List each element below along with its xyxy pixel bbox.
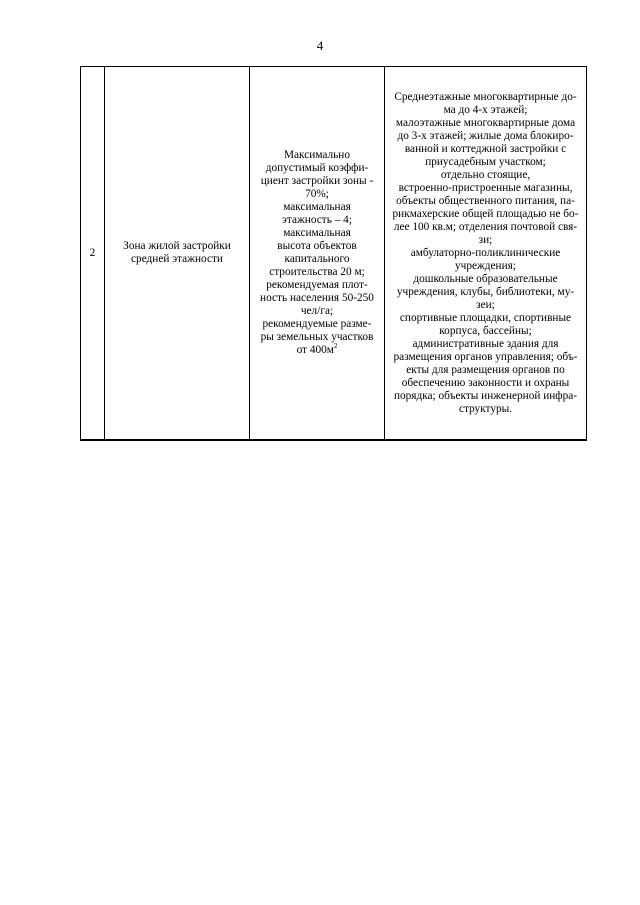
- permitted-use-line: объекты общественного питания, па-: [396, 194, 575, 207]
- permitted-use-line: ма до 4-х этажей;: [443, 103, 528, 116]
- parameter-line: максимальная: [283, 201, 351, 213]
- permitted-use-line: административные здания для: [412, 337, 559, 350]
- parameter-line: ность населения 50-250: [260, 292, 374, 304]
- parameter-line: высота объектов: [277, 240, 357, 252]
- permitted-use-line: зеи;: [476, 298, 495, 311]
- permitted-use-line: Среднеэтажные многоквартирные до-: [394, 90, 577, 103]
- page-number: 4: [316, 38, 324, 53]
- parameter-line: строительства 20 м;: [269, 266, 365, 278]
- permitted-uses-cell: [385, 67, 587, 441]
- permitted-use-line: до 3-х этажей; жилые дома блокиро-: [397, 129, 574, 142]
- permitted-use-line: амбулаторно-поликлинические: [410, 246, 561, 259]
- parameter-line: циент застройки зоны -: [260, 175, 374, 187]
- parameter-line: рекомендуемые разме-: [262, 318, 372, 330]
- permitted-use-line: встроенно-пристроенные магазины,: [398, 181, 573, 194]
- permitted-use-line: малоэтажные многоквартирные дома: [395, 116, 576, 129]
- permitted-use-line: порядка; объекты инженерной инфра-: [393, 389, 578, 402]
- row-number-cell: [81, 67, 105, 441]
- permitted-use-line: обеспечению законности и охраны: [401, 376, 570, 389]
- parameter-line: этажность – 4;: [282, 214, 352, 226]
- parameter-line: 70%;: [305, 188, 329, 200]
- row-number: 2: [89, 246, 96, 259]
- zone-parameters-cell: [250, 67, 385, 441]
- parameter-line: капитального: [284, 253, 350, 265]
- table-row: [81, 67, 587, 441]
- permitted-use-line: размещения органов управления; объ-: [393, 350, 578, 363]
- permitted-use-line: структуры.: [458, 402, 513, 415]
- zoning-table: [80, 66, 587, 441]
- zone-name-line: Зона жилой застройки: [123, 240, 231, 252]
- permitted-use-line: приусадебным участком;: [425, 155, 546, 168]
- permitted-use-line: отдельно стоящие,: [440, 168, 531, 181]
- permitted-use-line: лее 100 кв.м; отделения почтовой свя-: [393, 220, 578, 233]
- parameter-line: максимальная: [283, 227, 351, 239]
- permitted-use-line: екты для размещения органов по: [406, 363, 565, 376]
- square-superscript: 2: [333, 342, 338, 351]
- zone-name-line: средней этажности: [131, 253, 223, 265]
- permitted-use-line: рикмахерские общей площадью не бо-: [392, 207, 579, 220]
- parameter-line: чел/га;: [300, 305, 334, 317]
- permitted-use-line: корпуса, бассейны;: [439, 324, 532, 337]
- parameter-line: Максимально: [284, 149, 350, 161]
- permitted-use-line: учреждения, клубы, библиотеки, му-: [396, 285, 575, 298]
- permitted-use-line: дошкольные образовательные: [413, 272, 558, 285]
- permitted-use-line: ванной и коттеджной застройки с: [404, 142, 567, 155]
- parameter-line: [252, 344, 382, 357]
- permitted-use-line: спортивные площадки, спортивные: [399, 311, 572, 324]
- parameter-last-text: от 400м: [296, 344, 334, 356]
- zone-name-cell: [105, 67, 250, 441]
- permitted-use-line: учреждения;: [455, 259, 516, 272]
- parameter-line: ры земельных участков: [260, 331, 374, 343]
- parameter-line: рекомендуемая плот-: [266, 279, 368, 291]
- permitted-use-line: зи;: [478, 233, 493, 246]
- parameter-line: допустимый коэффи-: [265, 162, 369, 174]
